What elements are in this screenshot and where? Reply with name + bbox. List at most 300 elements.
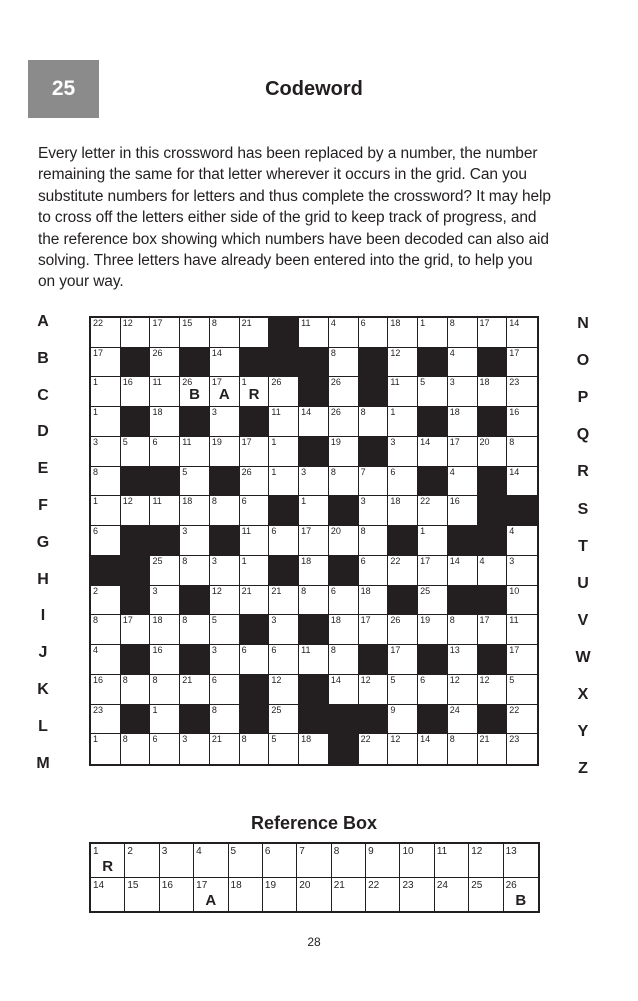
grid-cell[interactable] bbox=[359, 586, 389, 616]
grid-cell[interactable] bbox=[388, 734, 418, 764]
grid-cell[interactable] bbox=[210, 556, 240, 586]
grid-cell[interactable] bbox=[478, 437, 508, 467]
grid-cell[interactable] bbox=[91, 586, 121, 616]
grid-cell[interactable] bbox=[210, 645, 240, 675]
grid-cell[interactable] bbox=[210, 675, 240, 705]
grid-cell[interactable] bbox=[388, 705, 418, 735]
cell-number: 20 bbox=[330, 526, 341, 537]
grid-cell[interactable] bbox=[150, 645, 180, 675]
reference-cell[interactable] bbox=[229, 844, 263, 878]
grid-cell[interactable] bbox=[329, 526, 359, 556]
grid-cell[interactable] bbox=[418, 437, 448, 467]
grid-cell[interactable] bbox=[121, 734, 151, 764]
grid-block bbox=[269, 318, 299, 348]
alphabet-letter[interactable]: O bbox=[576, 352, 590, 370]
reference-cell[interactable] bbox=[332, 844, 366, 878]
grid-cell[interactable] bbox=[329, 675, 359, 705]
reference-cell[interactable] bbox=[160, 878, 194, 912]
grid-cell[interactable] bbox=[210, 705, 240, 735]
grid-cell[interactable] bbox=[418, 318, 448, 348]
grid-cell[interactable] bbox=[180, 467, 210, 497]
grid-cell[interactable] bbox=[210, 496, 240, 526]
grid-cell[interactable] bbox=[210, 734, 240, 764]
reference-number: 22 bbox=[368, 879, 380, 891]
cell-number: 12 bbox=[122, 496, 133, 507]
cell-number: 8 bbox=[122, 734, 128, 745]
grid-cell[interactable] bbox=[359, 556, 389, 586]
grid-cell[interactable] bbox=[388, 496, 418, 526]
grid-cell[interactable] bbox=[210, 407, 240, 437]
grid-cell[interactable] bbox=[150, 318, 180, 348]
cell-number: 21 bbox=[271, 585, 282, 596]
reference-number: 1 bbox=[93, 846, 99, 857]
grid-cell[interactable] bbox=[359, 318, 389, 348]
grid-cell[interactable] bbox=[507, 615, 537, 645]
reference-cell[interactable] bbox=[194, 844, 228, 878]
grid-cell[interactable] bbox=[448, 318, 478, 348]
grid-cell[interactable] bbox=[299, 467, 329, 497]
reference-cell[interactable] bbox=[400, 844, 434, 878]
cell-number: 19 bbox=[330, 436, 341, 447]
cell-number: 26 bbox=[330, 407, 341, 418]
grid-cell[interactable] bbox=[507, 734, 537, 764]
alphabet-letter[interactable]: K bbox=[37, 681, 49, 698]
grid-cell[interactable] bbox=[299, 556, 329, 586]
grid-cell[interactable] bbox=[507, 705, 537, 735]
grid-cell[interactable] bbox=[269, 675, 299, 705]
grid-cell[interactable] bbox=[210, 437, 240, 467]
reference-number: 25 bbox=[471, 879, 483, 891]
reference-cell[interactable] bbox=[469, 878, 503, 912]
cell-number: 21 bbox=[182, 674, 193, 685]
grid-cell[interactable] bbox=[210, 377, 240, 407]
reference-cell[interactable] bbox=[194, 878, 228, 912]
grid-cell[interactable] bbox=[240, 586, 270, 616]
reference-cell[interactable] bbox=[469, 844, 503, 878]
grid-cell[interactable] bbox=[91, 496, 121, 526]
grid-cell[interactable] bbox=[240, 437, 270, 467]
grid-cell[interactable] bbox=[359, 526, 389, 556]
grid-cell[interactable] bbox=[478, 556, 508, 586]
grid-cell[interactable] bbox=[180, 675, 210, 705]
cell-number: 26 bbox=[271, 377, 282, 388]
grid-cell[interactable] bbox=[121, 675, 151, 705]
reference-number: 14 bbox=[93, 879, 105, 891]
reference-number: 26 bbox=[505, 879, 517, 891]
grid-cell[interactable] bbox=[269, 705, 299, 735]
grid-cell[interactable] bbox=[507, 407, 537, 437]
cell-number: 21 bbox=[211, 734, 222, 745]
alphabet-letter[interactable]: M bbox=[36, 754, 50, 772]
grid-cell[interactable] bbox=[269, 526, 299, 556]
given-letter: A bbox=[218, 386, 230, 404]
cell-number: 22 bbox=[360, 734, 371, 745]
grid-cell[interactable] bbox=[121, 377, 151, 407]
grid-cell[interactable] bbox=[478, 734, 508, 764]
grid-cell[interactable] bbox=[329, 645, 359, 675]
reference-number: 12 bbox=[471, 846, 483, 857]
grid-cell[interactable] bbox=[448, 407, 478, 437]
grid-cell[interactable] bbox=[359, 496, 389, 526]
reference-cell[interactable] bbox=[125, 878, 159, 912]
cell-number: 6 bbox=[93, 526, 99, 537]
cell-number: 3 bbox=[182, 734, 188, 745]
grid-cell[interactable] bbox=[329, 437, 359, 467]
grid-cell[interactable] bbox=[359, 407, 389, 437]
grid-block bbox=[121, 586, 151, 616]
cell-number: 8 bbox=[211, 704, 217, 715]
alphabet-letter[interactable]: V bbox=[577, 611, 589, 629]
grid-block bbox=[269, 348, 299, 378]
grid-cell[interactable] bbox=[388, 348, 418, 378]
reference-number: 24 bbox=[436, 879, 448, 891]
grid-cell[interactable] bbox=[388, 377, 418, 407]
grid-cell[interactable] bbox=[121, 496, 151, 526]
grid-cell[interactable] bbox=[210, 318, 240, 348]
reference-cell[interactable] bbox=[435, 878, 469, 912]
cell-number: 1 bbox=[93, 407, 99, 418]
grid-cell[interactable] bbox=[180, 615, 210, 645]
grid-cell[interactable] bbox=[448, 437, 478, 467]
grid-cell[interactable] bbox=[418, 586, 448, 616]
alphabet-letter[interactable]: J bbox=[38, 644, 48, 662]
grid-block bbox=[448, 586, 478, 616]
grid-cell[interactable] bbox=[91, 705, 121, 735]
grid-cell[interactable] bbox=[448, 556, 478, 586]
grid-cell[interactable] bbox=[388, 675, 418, 705]
grid-cell[interactable] bbox=[121, 318, 151, 348]
cell-number: 17 bbox=[449, 436, 460, 447]
grid-cell[interactable] bbox=[478, 675, 508, 705]
reference-cell[interactable] bbox=[504, 878, 538, 912]
grid-cell[interactable] bbox=[388, 556, 418, 586]
grid-cell[interactable] bbox=[418, 556, 448, 586]
grid-cell[interactable] bbox=[448, 615, 478, 645]
grid-cell[interactable] bbox=[150, 734, 180, 764]
cell-number: 16 bbox=[93, 674, 104, 685]
cell-number: 1 bbox=[152, 704, 158, 715]
grid-cell[interactable] bbox=[91, 467, 121, 497]
grid-cell[interactable] bbox=[91, 526, 121, 556]
grid-cell[interactable] bbox=[180, 526, 210, 556]
grid-cell[interactable] bbox=[210, 348, 240, 378]
grid-cell[interactable] bbox=[240, 734, 270, 764]
grid-cell[interactable] bbox=[240, 496, 270, 526]
reference-cell[interactable] bbox=[297, 878, 331, 912]
cell-number: 5 bbox=[271, 734, 277, 745]
grid-cell[interactable] bbox=[91, 615, 121, 645]
cell-number: 9 bbox=[390, 704, 396, 715]
alphabet-letter[interactable]: S bbox=[577, 500, 589, 518]
alphabet-letter[interactable]: C bbox=[37, 386, 49, 404]
grid-cell[interactable] bbox=[121, 615, 151, 645]
grid-cell[interactable] bbox=[299, 407, 329, 437]
cell-number: 17 bbox=[390, 645, 401, 656]
grid-cell[interactable] bbox=[507, 526, 537, 556]
cell-number: 5 bbox=[509, 674, 515, 685]
cell-number: 10 bbox=[509, 585, 520, 596]
grid-block bbox=[418, 348, 448, 378]
grid-cell[interactable] bbox=[329, 377, 359, 407]
grid-cell[interactable] bbox=[150, 407, 180, 437]
grid-cell[interactable] bbox=[91, 407, 121, 437]
grid-block bbox=[418, 467, 448, 497]
grid-cell[interactable] bbox=[448, 675, 478, 705]
reference-cell[interactable] bbox=[125, 844, 159, 878]
grid-cell[interactable] bbox=[478, 615, 508, 645]
reference-cell[interactable] bbox=[332, 878, 366, 912]
grid-cell[interactable] bbox=[150, 348, 180, 378]
grid-cell[interactable] bbox=[180, 377, 210, 407]
grid-cell[interactable] bbox=[150, 437, 180, 467]
grid-cell[interactable] bbox=[507, 675, 537, 705]
reference-cell[interactable] bbox=[366, 878, 400, 912]
cell-number: 8 bbox=[449, 615, 455, 626]
cell-number: 5 bbox=[420, 377, 426, 388]
cell-number: 22 bbox=[420, 496, 431, 507]
grid-cell[interactable] bbox=[180, 734, 210, 764]
grid-cell[interactable] bbox=[418, 496, 448, 526]
cell-number: 17 bbox=[420, 555, 431, 566]
cell-number: 1 bbox=[93, 377, 99, 388]
grid-cell[interactable] bbox=[269, 377, 299, 407]
alphabet-letter[interactable]: L bbox=[38, 717, 48, 735]
reference-number: 21 bbox=[333, 879, 345, 891]
grid-cell[interactable] bbox=[507, 467, 537, 497]
grid-cell[interactable] bbox=[299, 496, 329, 526]
grid-cell[interactable] bbox=[418, 675, 448, 705]
cell-number: 11 bbox=[182, 436, 192, 447]
grid-cell[interactable] bbox=[329, 407, 359, 437]
reference-box bbox=[89, 842, 540, 913]
grid-cell[interactable] bbox=[359, 467, 389, 497]
reference-cell[interactable] bbox=[297, 844, 331, 878]
grid-cell[interactable] bbox=[240, 377, 270, 407]
grid-cell[interactable] bbox=[299, 734, 329, 764]
cell-number: 12 bbox=[211, 585, 222, 596]
reference-cell[interactable] bbox=[504, 844, 538, 878]
grid-cell[interactable] bbox=[150, 496, 180, 526]
alphabet-letter[interactable]: U bbox=[577, 574, 589, 592]
reference-cell[interactable] bbox=[229, 878, 263, 912]
alphabet-letter[interactable]: N bbox=[577, 315, 589, 332]
reference-number: 8 bbox=[333, 846, 340, 857]
reference-cell[interactable] bbox=[91, 844, 125, 878]
grid-block bbox=[299, 377, 329, 407]
grid-cell[interactable] bbox=[121, 437, 151, 467]
grid-block bbox=[329, 496, 359, 526]
grid-cell[interactable] bbox=[240, 526, 270, 556]
grid-cell[interactable] bbox=[507, 556, 537, 586]
grid-cell[interactable] bbox=[299, 586, 329, 616]
cell-number: 17 bbox=[509, 645, 520, 656]
cell-number: 6 bbox=[241, 496, 247, 507]
alphabet-letter[interactable]: W bbox=[575, 648, 591, 666]
grid-cell[interactable] bbox=[448, 496, 478, 526]
grid-cell[interactable] bbox=[329, 318, 359, 348]
grid-cell[interactable] bbox=[329, 586, 359, 616]
grid-cell[interactable] bbox=[150, 675, 180, 705]
cell-number: 26 bbox=[330, 377, 341, 388]
cell-number: 19 bbox=[211, 436, 222, 447]
alphabet-letter[interactable]: R bbox=[577, 463, 589, 481]
grid-cell[interactable] bbox=[210, 615, 240, 645]
grid-cell[interactable] bbox=[150, 705, 180, 735]
alphabet-letter[interactable]: B bbox=[37, 349, 49, 367]
alphabet-letter[interactable]: A bbox=[37, 313, 49, 330]
grid-cell[interactable] bbox=[91, 377, 121, 407]
grid-cell[interactable] bbox=[269, 615, 299, 645]
grid-block bbox=[299, 348, 329, 378]
grid-cell[interactable] bbox=[507, 318, 537, 348]
reference-cell[interactable] bbox=[366, 844, 400, 878]
grid-cell[interactable] bbox=[91, 318, 121, 348]
alphabet-letter[interactable]: T bbox=[578, 537, 588, 555]
grid-cell[interactable] bbox=[329, 467, 359, 497]
grid-block bbox=[418, 705, 448, 735]
grid-cell[interactable] bbox=[478, 318, 508, 348]
grid-cell[interactable] bbox=[388, 318, 418, 348]
grid-cell[interactable] bbox=[299, 645, 329, 675]
grid-cell[interactable] bbox=[240, 318, 270, 348]
reference-cell[interactable] bbox=[263, 878, 297, 912]
grid-block bbox=[388, 526, 418, 556]
grid-cell[interactable] bbox=[150, 615, 180, 645]
grid-cell[interactable] bbox=[91, 437, 121, 467]
reference-cell[interactable] bbox=[435, 844, 469, 878]
grid-cell[interactable] bbox=[269, 467, 299, 497]
grid-cell[interactable] bbox=[269, 645, 299, 675]
grid-cell[interactable] bbox=[180, 556, 210, 586]
cell-number: 12 bbox=[479, 674, 490, 685]
grid-cell[interactable] bbox=[507, 645, 537, 675]
grid-cell[interactable] bbox=[91, 645, 121, 675]
grid-cell[interactable] bbox=[269, 586, 299, 616]
grid-cell[interactable] bbox=[448, 645, 478, 675]
grid-cell[interactable] bbox=[507, 377, 537, 407]
reference-cell[interactable] bbox=[400, 878, 434, 912]
grid-cell[interactable] bbox=[91, 348, 121, 378]
grid-cell[interactable] bbox=[418, 526, 448, 556]
grid-cell[interactable] bbox=[388, 645, 418, 675]
grid-cell[interactable] bbox=[240, 467, 270, 497]
grid-cell[interactable] bbox=[388, 437, 418, 467]
grid-cell[interactable] bbox=[329, 615, 359, 645]
reference-cell[interactable] bbox=[263, 844, 297, 878]
grid-cell[interactable] bbox=[388, 615, 418, 645]
cell-number: 14 bbox=[509, 466, 520, 477]
alphabet-letter[interactable]: Z bbox=[578, 760, 588, 778]
cell-number: 11 bbox=[152, 377, 162, 388]
cell-number: 18 bbox=[152, 407, 163, 418]
alphabet-letter[interactable]: H bbox=[37, 570, 49, 588]
grid-cell[interactable] bbox=[507, 437, 537, 467]
cell-number: 3 bbox=[182, 526, 188, 537]
grid-cell[interactable] bbox=[150, 556, 180, 586]
grid-cell[interactable] bbox=[359, 615, 389, 645]
reference-number: 23 bbox=[402, 879, 414, 891]
grid-cell[interactable] bbox=[448, 705, 478, 735]
grid-cell[interactable] bbox=[448, 377, 478, 407]
grid-block bbox=[240, 348, 270, 378]
grid-cell[interactable] bbox=[448, 467, 478, 497]
alphabet-letter[interactable]: Q bbox=[576, 426, 590, 444]
grid-cell[interactable] bbox=[418, 377, 448, 407]
alphabet-letter[interactable]: G bbox=[36, 533, 50, 551]
grid-block bbox=[121, 556, 151, 586]
grid-cell[interactable] bbox=[91, 734, 121, 764]
cell-number: 4 bbox=[93, 645, 99, 656]
grid-cell[interactable] bbox=[240, 645, 270, 675]
alphabet-letter[interactable]: Y bbox=[577, 723, 589, 741]
grid-cell[interactable] bbox=[359, 675, 389, 705]
grid-cell[interactable] bbox=[299, 526, 329, 556]
cell-number: 1 bbox=[271, 466, 277, 477]
reference-cell[interactable] bbox=[160, 844, 194, 878]
instructions-line: substitute numbers for letters and thus complete the crossword? It may help bbox=[38, 187, 551, 205]
grid-block bbox=[478, 586, 508, 616]
grid-cell[interactable] bbox=[448, 734, 478, 764]
reference-number: 11 bbox=[436, 846, 448, 857]
cell-number: 18 bbox=[449, 407, 460, 418]
grid-cell[interactable] bbox=[240, 556, 270, 586]
grid-cell[interactable] bbox=[418, 615, 448, 645]
grid-cell[interactable] bbox=[269, 734, 299, 764]
grid-cell[interactable] bbox=[91, 675, 121, 705]
alphabet-letter[interactable]: D bbox=[37, 423, 49, 441]
cell-number: 12 bbox=[449, 674, 460, 685]
cell-number: 11 bbox=[301, 318, 311, 328]
grid-cell[interactable] bbox=[269, 437, 299, 467]
cell-number: 4 bbox=[509, 526, 515, 537]
grid-cell[interactable] bbox=[418, 734, 448, 764]
grid-cell[interactable] bbox=[507, 586, 537, 616]
alphabet-letter[interactable]: I bbox=[40, 607, 46, 625]
grid-block bbox=[299, 437, 329, 467]
grid-block bbox=[240, 615, 270, 645]
alphabet-letter[interactable]: P bbox=[577, 389, 589, 407]
cell-number: 3 bbox=[271, 615, 277, 626]
grid-cell[interactable] bbox=[478, 377, 508, 407]
grid-cell[interactable] bbox=[448, 348, 478, 378]
alphabet-letter[interactable]: X bbox=[577, 686, 589, 703]
grid-block bbox=[121, 526, 151, 556]
grid-block bbox=[478, 467, 508, 497]
grid-cell[interactable] bbox=[150, 377, 180, 407]
grid-cell[interactable] bbox=[329, 348, 359, 378]
grid-cell[interactable] bbox=[210, 586, 240, 616]
grid-cell[interactable] bbox=[388, 407, 418, 437]
alphabet-letter[interactable]: F bbox=[38, 497, 48, 514]
grid-cell[interactable] bbox=[180, 437, 210, 467]
grid-cell[interactable] bbox=[269, 407, 299, 437]
grid-cell[interactable] bbox=[299, 318, 329, 348]
grid-cell[interactable] bbox=[359, 734, 389, 764]
alphabet-letter[interactable]: E bbox=[37, 460, 49, 478]
grid-cell[interactable] bbox=[388, 467, 418, 497]
cell-number: 25 bbox=[152, 555, 163, 566]
cell-number: 3 bbox=[211, 555, 217, 566]
reference-cell[interactable] bbox=[91, 878, 125, 912]
codeword-grid bbox=[89, 316, 539, 766]
cell-number: 11 bbox=[152, 496, 162, 507]
cell-number: 13 bbox=[449, 645, 460, 656]
grid-cell[interactable] bbox=[180, 318, 210, 348]
grid-cell[interactable] bbox=[180, 496, 210, 526]
grid-cell[interactable] bbox=[507, 348, 537, 378]
instructions-line: to cross off the letters either side of the grid to keep track of progress, and bbox=[38, 209, 537, 227]
grid-cell[interactable] bbox=[150, 586, 180, 616]
